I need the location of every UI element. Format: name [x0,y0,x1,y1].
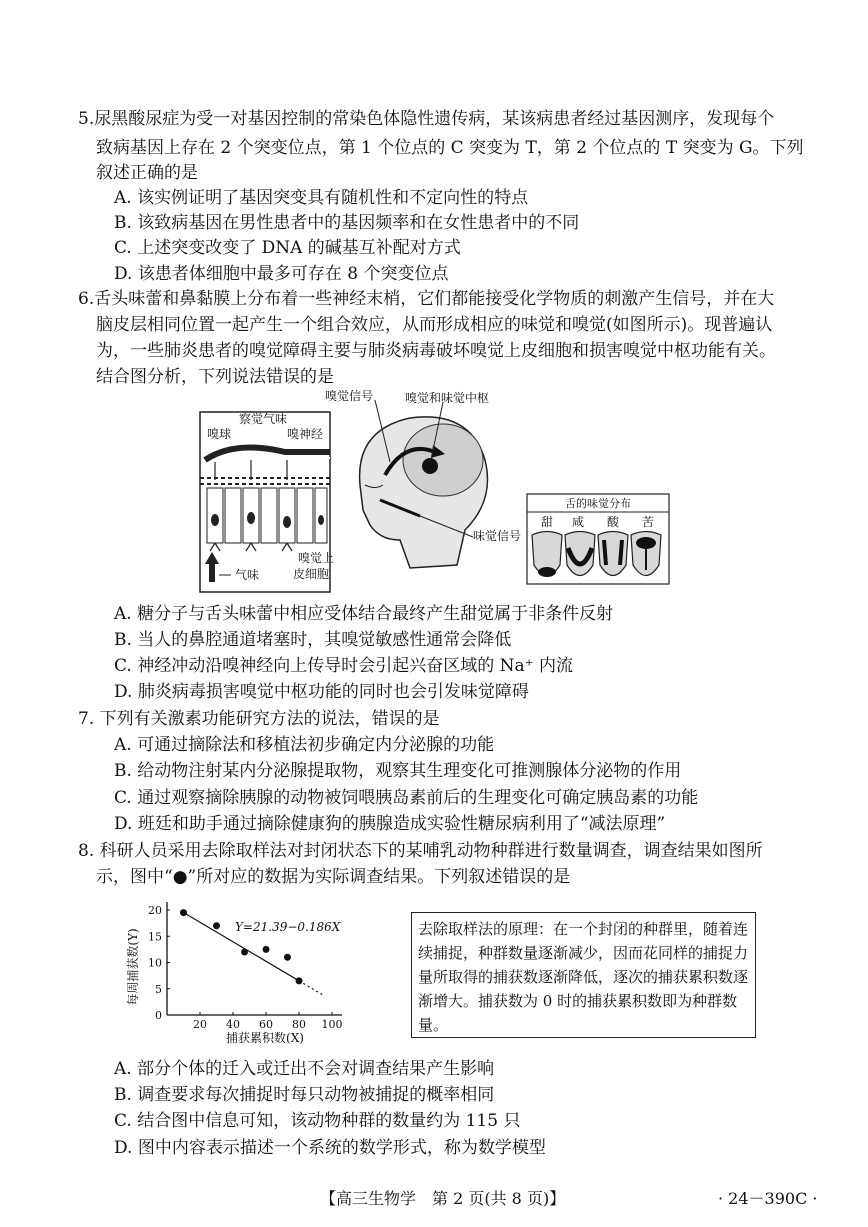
footer-code: · 24－390C · [718,1189,818,1208]
label-perceive-odor: 察觉气味 [239,412,288,426]
q6-line-2: 脑皮层相同位置一起产生一个组合效应，从而形成相应的味觉和嗅觉(如图所示)。现普遍认 [96,315,773,335]
label-epithelium-2: 皮细胞 [293,567,330,581]
q8-option-d: D. 图中内容表示描述一个系统的数学形式，称为数学模型 [114,1138,546,1158]
q6-option-b: B. 当人的鼻腔通道堵塞时，其嗅觉敏感性通常会降低 [114,630,512,650]
q7-option-b: B. 给动物注射某内分泌腺提取物，观察其生理变化可推测腺体分泌物的作用 [114,761,682,781]
smell-taste-diagram [195,390,695,595]
q8-option-b: B. 调查要求每次捕捉时每只动物被捕捉的概率相同 [114,1085,495,1105]
chart-equation: Y=21.39−0.186X [235,920,341,934]
q5-option-c: C. 上述突变改变了 DNA 的碱基互补配对方式 [114,238,461,258]
chart-y-tick-label: 0 [155,1009,162,1022]
q6-line-4: 结合图分析，下列说法错误的是 [96,367,334,387]
label-smell-signal: 嗅觉信号 [325,390,374,403]
q8-line-1: 8. 科研人员采用去除取样法对封闭状态下的某哺乳动物种群进行数量调查，调查结果如图所 [78,841,763,861]
q6-option-a: A. 糖分子与舌头味蕾中相应受体结合最终产生甜觉属于非条件反射 [114,604,614,624]
q5-option-d: D. 该患者体细胞中最多可存在 8 个突变位点 [114,264,449,284]
taste-sour: 酸 [607,515,620,529]
q5-option-a: A. 该实例证明了基因突变具有随机性和不定向性的特点 [114,188,529,208]
q8-line-2: 示，图中“●”所对应的数据为实际调查结果。下列叙述错误的是 [96,867,571,887]
q7-option-d: D. 班廷和助手通过摘除健康狗的胰腺造成实验性糖尿病利用了“减法原理” [114,814,666,834]
removal-sampling-principle-box: 去除取样法的原理：在一个封闭的种群里，随着连续捕捉，种群数量逐渐减少，因而花同样的捕捉力量所取得的捕获数逐渐降低，逐次的捕获累积数逐渐增大。捕获数为 0 时的捕获累积数即为种群数量。 [411,912,756,1038]
label-olfactory-bulb: 嗅球 [207,427,232,441]
label-epithelium-1: 嗅觉上 [298,551,335,565]
chart-x-tick-label: 60 [259,1018,273,1031]
q5-line-3: 叙述正确的是 [96,163,198,183]
head-brain-figure [360,417,488,568]
taste-bitter: 苦 [642,515,655,529]
q8-option-c: C. 结合图中信息可知，该动物种群的数量约为 115 只 [114,1111,521,1131]
q8-option-a: A. 部分个体的迁入或迁出不会对调查结果产生影响 [114,1059,495,1079]
q5-option-b: B. 该致病基因在男性患者中的基因频率和在女性患者中的不同 [114,213,580,233]
label-olfactory-nerve: 嗅神经 [287,427,324,441]
taste-sweet: 甜 [541,515,554,529]
label-odor: 气味 [235,568,260,582]
chart-trendline-extension [299,981,324,996]
chart-xlabel: 捕获累积数(X) [226,1031,304,1045]
chart-y-tick-label: 15 [148,930,162,944]
q7-option-a: A. 可通过摘除法和移植法初步确定内分泌腺的功能 [114,735,495,755]
q6-option-c: C. 神经冲动沿嗅神经向上传导时会引起兴奋区域的 Na⁺ 内流 [114,656,573,676]
chart-data-point [284,954,291,961]
chart-y-tick-label: 20 [148,904,162,917]
chart-data-point [213,922,220,929]
label-center: 嗅觉和味觉中枢 [405,391,490,405]
footer-page-info: 【高三生物学 第 2 页(共 8 页)】 [320,1189,566,1208]
capture-scatter-chart [125,895,385,1045]
q6-option-d: D. 肺炎病毒损害嗅觉中枢功能的同时也会引发味觉障碍 [114,682,529,702]
tongue-title: 舌的味觉分布 [565,497,631,510]
chart-y-tick-label: 10 [148,956,162,970]
chart-y-tick-label: 5 [155,982,162,996]
q5-line-1: 5.尿黑酸尿症为受一对基因控制的常染色体隐性遗传病，某该病患者经过基因测序，发现每个 [78,109,775,129]
chart-x-tick-label: 100 [321,1018,343,1031]
taste-salty: 咸 [572,515,585,529]
chart-x-tick-label: 20 [193,1018,207,1031]
chart-x-tick-label: 40 [226,1018,240,1031]
q5-line-2: 致病基因上存在 2 个突变位点，第 1 个位点的 C 突变为 T，第 2 个位点的 T 突变为 G。下列 [96,138,804,158]
chart-data-point [263,946,270,953]
q7-option-c: C. 通过观察摘除胰腺的动物被饲喂胰岛素前后的生理变化可确定胰岛素的功能 [114,788,699,808]
chart-x-tick-label: 80 [292,1018,306,1031]
q6-line-1: 6.舌头味蕾和鼻黏膜上分布着一些神经末梢，它们都能接受化学物质的刺激产生信号，并在大 [78,289,775,309]
q7-line-1: 7. 下列有关激素功能研究方法的说法，错误的是 [78,709,440,729]
q6-line-3: 为，一些肺炎患者的嗅觉障碍主要与肺炎病毒破坏嗅觉上皮细胞和损害嗅觉中枢功能有关。 [96,341,776,361]
chart-ylabel: 每周捕获数(Y) [126,928,140,1006]
label-taste-signal: 味觉信号 [473,529,522,543]
